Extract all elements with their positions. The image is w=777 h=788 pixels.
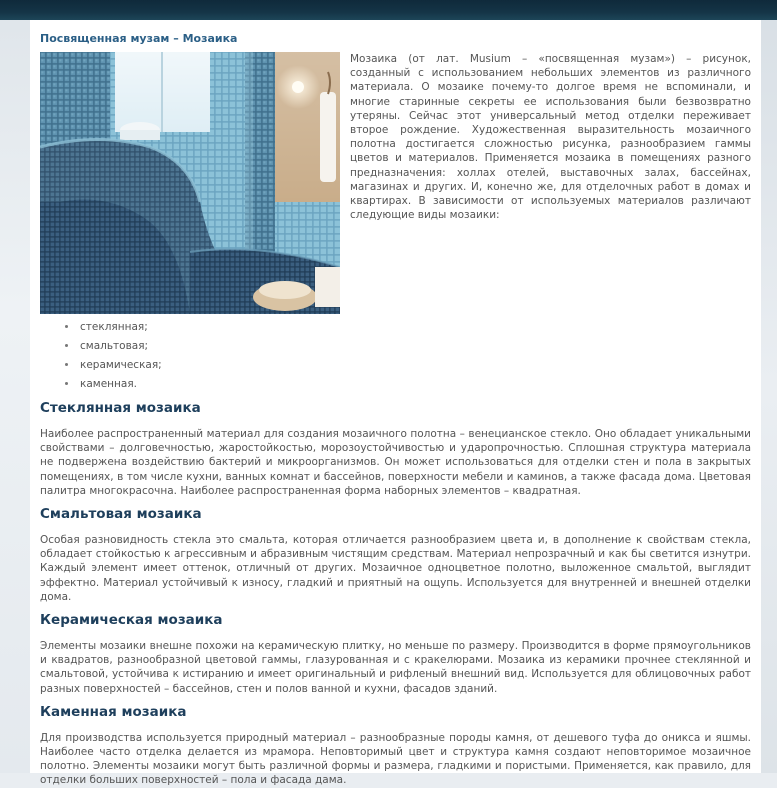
list-item: • стеклянная; xyxy=(78,318,751,337)
section-heading-ceramic: Керамическая мозаика xyxy=(40,612,223,629)
section-text-ceramic: Элементы мозаики внешне похожи на керамическую плитку, но меньше по размеру. Производится в форме прямоугольников и квадратов, разнообразной цветовой гаммы, глазурованная и с кракелюрами. Мозаика из керамики прочнее стеклянной и смальтовой, устойчива к истиранию и имеет оригинальный и рифленый внешний вид. Используется для облицовочных работ разных поверхностей – бассейнов, стен и полов ванной и кухни, фасадов зданий. xyxy=(40,640,751,695)
section-heading-stone: Каменная мозаика xyxy=(40,703,187,720)
article xyxy=(40,32,751,788)
mosaic-types-list xyxy=(40,318,751,394)
list-item: • каменная. xyxy=(78,375,751,394)
list-item: • керамическая; xyxy=(78,356,751,375)
section-text-stone: Для производства используется природный материал – разнообразные породы камня, от дешевого туфа до оникса и яшмы. Наиболее часто отделка делается из мрамора. Неповторимый цвет и структура камня создают неповторимое мозаичное полотно. Элементы мозаики могут быть различной формы и размера, гладкими и пористыми. Применяется, как правило, для отделки больших поверхностей – пола и фасада дама. xyxy=(40,731,751,787)
background-left xyxy=(0,0,30,773)
list-item: • смальтовая; xyxy=(78,337,751,356)
article-title[interactable]: Посвященная музам – Мозаика xyxy=(40,32,238,45)
top-bar xyxy=(0,0,777,20)
section-heading-smalt: Смальтовая мозаика xyxy=(40,506,202,523)
section-text-glass: Наиболее распространенный материал для создания мозаичного полотна – венецианское стекло. Оно обладает уникальными свойствами – долговечностью, жаростойкостью, морозоустойчивостью и ударопрочностью. Сплошная структура материала не подвержена воздействию бактерий и микроорганизмов. Он может использоваться для отделки стен и пола в закрытых помещениях, в том числе кухни, ванных комнат и бассейнов, поверхности мебели и каминов, а также фасада дома. Цветовая палитра многокрасочна. Наиболее распространенная форма наборных элементов – квадратная. xyxy=(40,428,751,497)
page xyxy=(30,20,761,787)
background-right xyxy=(761,0,777,773)
section-text-smalt: Особая разновидность стекла это смальта, которая отличается разнообразием цвета и, в дополнение к свойствам стекла, обладает стойкостью к агрессивным и абразивным чистящим средствам. Материал непрозрачный и как бы светится изнутри. Каждый элемент имеет оттенок, отличный от других. Мозаичное одноцветное полотно, выложенное смальтой, выглядит эффектно. Материал устойчивый к износу, гладкий и приятный на ощупь. Используется для внутренней и внешней отделки дома. xyxy=(40,534,751,603)
section-heading-glass: Стеклянная мозаика xyxy=(40,400,201,416)
intro-paragraph: Мозаика (от лат. Musium – «посвященная музам») – рисунок, созданный с использованием небольших элементов из различного материала. О мозаике почему-то долгое время не вспоминали, и многие старинные секреты ее использования были безвозвратно утеряны. Сейчас этот универсальный метод отделки переживает второе рождение. Художественная выразительность мозаичного полотна достигается сложностью рисунка, разнообразием гаммы цветов и материалов. Применяется мозаика в помещениях разного предназначения: холлах отелей, выставочных залах, бассейнах, магазинах и других. И, конечно же, для отделочных работ в домах и квартирах. В зависимости от используемых материалов различают следующие виды мозаики: xyxy=(350,53,751,222)
mosaic-bathroom-photo xyxy=(40,52,340,314)
